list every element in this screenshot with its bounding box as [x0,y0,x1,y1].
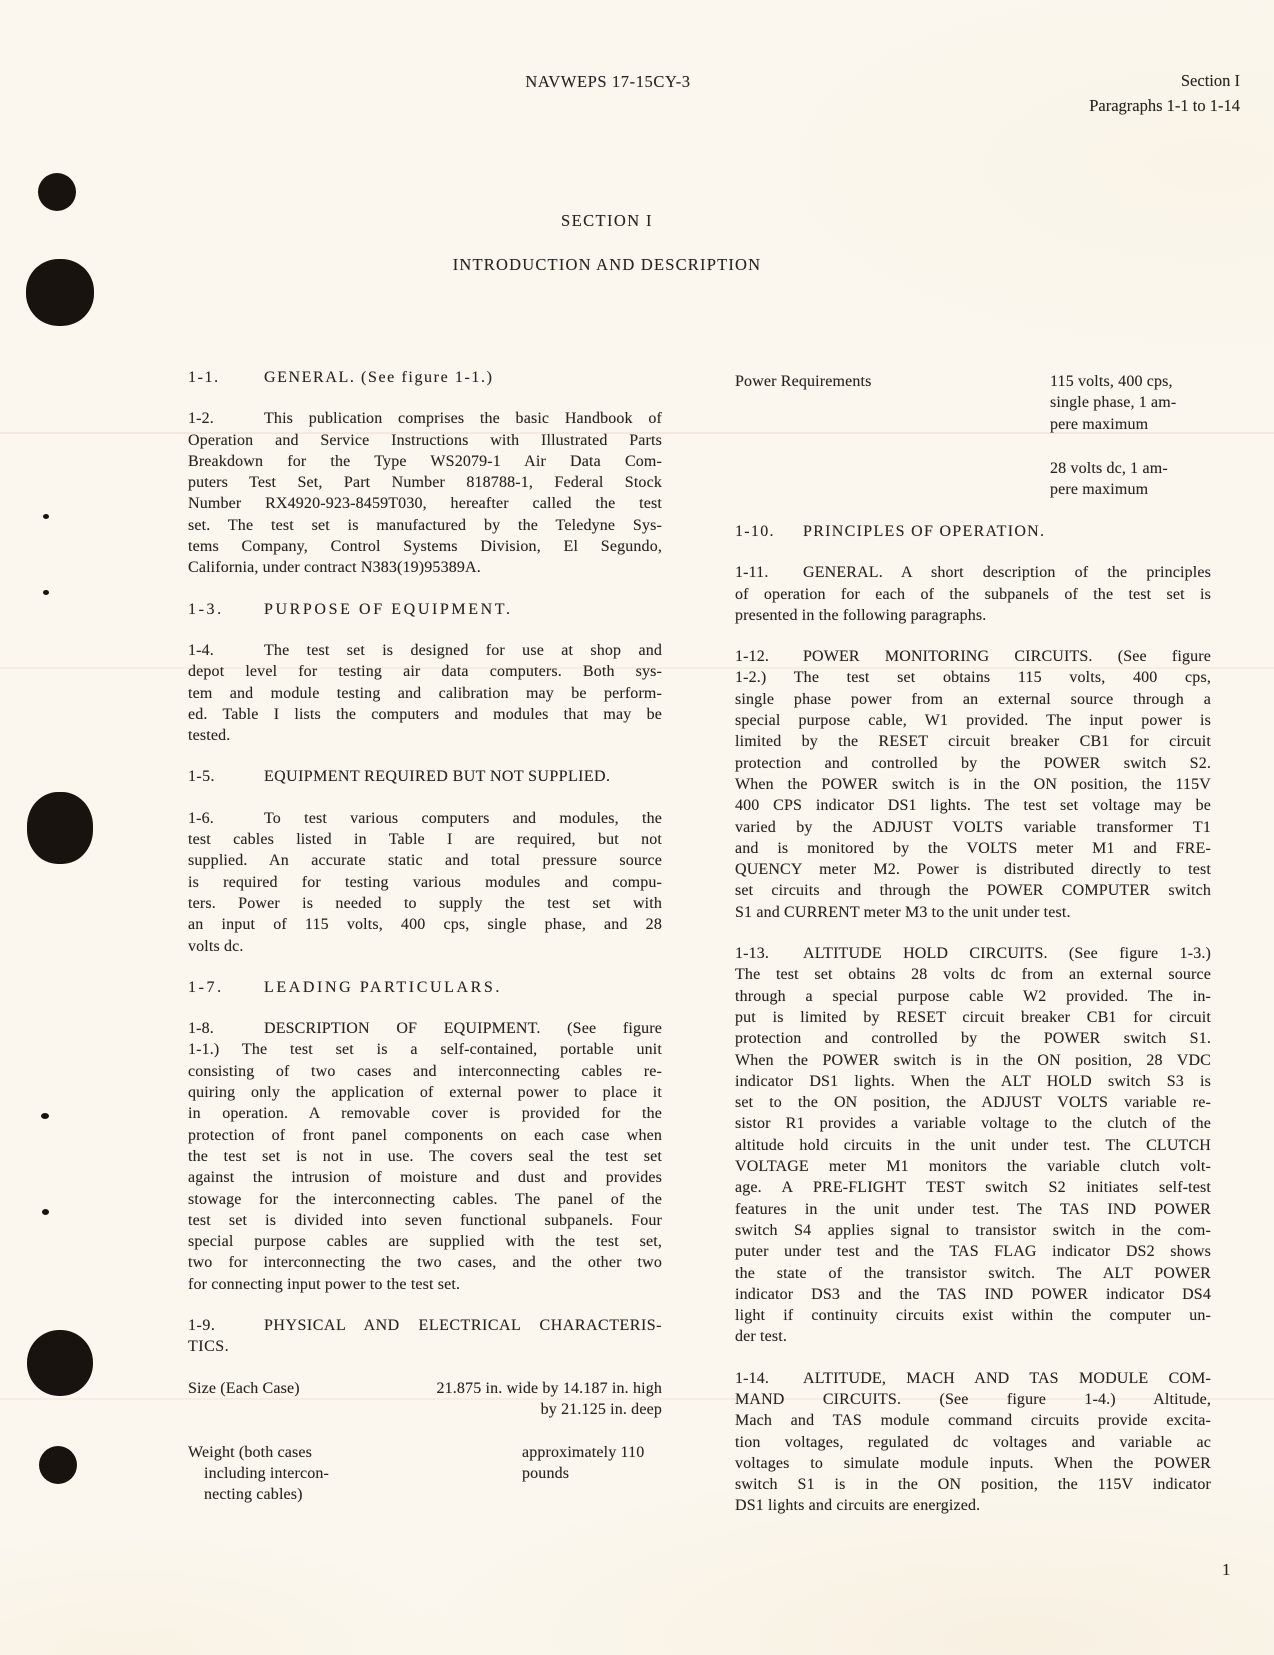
text-line: test cables listed in Table I are required, but not [188,831,662,849]
text-line: through a special purpose cable W2 provided. The in- [735,987,1211,1005]
text-line: VOLTAGE meter M1 monitors the variable clutch volt- [735,1158,1211,1176]
text-line: tems Company, Control Systems Division, El Segundo, [188,538,662,556]
spec-label-line: Weight (both cases [188,1443,313,1461]
paragraph-number: 1-14. [735,1369,770,1387]
para-1-4 [188,640,662,746]
text-line: depot level for testing air data computers. Both sys- [188,663,662,681]
doc-number: NAVWEPS 17-15CY-3 [525,72,691,91]
text-line: and is monitored by the VOLTS meter M1 and FRE- [735,839,1211,857]
ink-dot-mark [39,1446,77,1484]
text-line [188,408,662,429]
text-line: 1-1.) The test set is a self-contained, portable unit [188,1041,662,1059]
text-line-content: ALTITUDE, MACH AND TAS MODULE COM- [803,1369,1211,1387]
spec-value-line: single phase, 1 am- [1050,394,1177,412]
spec-value-line: by 21.125 in. deep [540,1400,662,1418]
text-line-content: This publication comprises the basic Handbook of [264,410,662,428]
text-line: voltages to simulate module inputs. When the POWER [735,1454,1211,1472]
paragraph-number: 1-4. [188,641,214,659]
right-column [735,371,1211,1517]
text-line: When the POWER switch is in the ON position, 28 VDC [735,1051,1211,1069]
text-line: against the intrusion of moisture and dust and provides [188,1169,662,1187]
text-line-content: The test set is designed for use at shop and [264,641,662,659]
text-line: two for interconnecting the two cases, and the other two [188,1254,662,1272]
para-1-12 [735,646,1211,923]
ink-dot-mark [27,1330,93,1396]
para-1-11 [735,562,1211,626]
para-1-2 [188,408,662,578]
para-1-8 [188,1018,662,1295]
text-line: of operation for each of the subpanels of the test set is [735,585,1211,603]
text-line: sistor R1 provides a variable voltage to the clutch of the [735,1115,1211,1133]
spec-value-line: approximately 110 [522,1443,645,1461]
text-line: TICS. [188,1338,230,1356]
spec-value-line [1050,435,1176,458]
text-line: 1-2.) The test set obtains 115 volts, 400 cps, [735,669,1211,687]
text-line: consisting of two cases and interconnecting cables re- [188,1062,662,1080]
text-line: S1 and CURRENT meter M3 to the unit under test. [735,903,1071,921]
text-line: put is limited by RESET circuit breaker CB1 for circuit [735,1008,1211,1026]
text-line: test set is divided into seven functional subpanels. Four [188,1211,662,1229]
text-line: puter under test and the TAS FLAG indicator DS2 shows [735,1243,1211,1261]
text-line-content: GENERAL. (See figure 1-1.) [264,369,494,386]
ink-speck-mark [41,1113,49,1119]
text-line: special purpose cables are supplied with the test set, [188,1233,662,1251]
ink-dot-mark [27,792,93,864]
text-line: protection and controlled by the POWER switch S2. [735,754,1211,772]
para-1-7 [188,977,662,998]
para-1-5 [188,766,662,787]
text-line: puters Test Set, Part Number 818788-1, Federal Stock [188,474,662,492]
text-line: set to the ON position, the ADJUST VOLTS variable re- [735,1094,1211,1112]
text-line-content: DESCRIPTION OF EQUIPMENT. (See figure [264,1020,662,1038]
page-number: 1 [1222,1560,1231,1579]
text-line: special purpose cable, W1 provided. The input power is [735,712,1211,730]
text-line: DS1 lights and circuits are energized. [735,1497,981,1515]
text-line: 400 CPS indicator DS1 lights. The test set voltage may be [735,797,1211,815]
spec-weight [188,1442,662,1506]
spec-size-value [188,1378,662,1421]
paragraph-number: 1-6. [188,809,214,827]
left-column [188,367,662,1505]
text-line: Breakdown for the Type WS2079-1 Air Data Com- [188,452,662,470]
text-line: stowage for the interconnecting cables. The panel of the [188,1190,662,1208]
text-line-content: EQUIPMENT REQUIRED BUT NOT SUPPLIED. [264,768,611,786]
text-line: der test. [735,1328,787,1346]
text-line: indicator DS1 lights. When the ALT HOLD switch S3 is [735,1072,1211,1090]
paragraph-number: 1-12. [735,648,770,666]
text-line-content: PRINCIPLES OF OPERATION. [803,523,1046,540]
spec-weight-value [522,1442,644,1485]
paragraph-number: 1-10. [735,523,775,540]
text-line: is required for testing various modules and compu- [188,873,662,891]
para-1-14 [735,1368,1211,1517]
text-line: altitude hold circuits in the unit under test. The CLUTCH [735,1136,1211,1154]
spec-label-line: necting cables) [204,1486,303,1504]
text-line [188,766,662,787]
text-line: protection and controlled by the POWER switch S1. [735,1030,1211,1048]
text-line-content: ALTITUDE HOLD CIRCUITS. (See figure 1-3.) [803,945,1211,963]
text-line [188,1315,662,1336]
text-line: tem and module testing and calibration may be perform- [188,684,662,702]
text-line [735,1368,1211,1389]
text-line: set. The test set is manufactured by the Teledyne Sys- [188,516,662,534]
text-line: protection of front panel components on each case when [188,1126,662,1144]
text-line: age. A PRE-FLIGHT TEST switch S2 initiates self-test [735,1179,1211,1197]
text-line [188,808,662,829]
para-1-3 [188,599,662,620]
text-line: quiring only the application of external power to place it [188,1084,662,1102]
header-section-label: Section I [1180,71,1240,90]
section-subtitle: INTRODUCTION AND DESCRIPTION [452,255,762,274]
text-line [188,1018,662,1039]
text-line [735,943,1211,964]
text-line: in operation. A removable cover is provided for the [188,1105,662,1123]
spec-value-line: 115 volts, 400 cps, [1050,373,1173,390]
paragraph-number: 1-11. [735,564,769,582]
text-line: Number RX4920-923-8459T030, hereafter called the test [188,495,662,513]
text-line: limited by the RESET circuit breaker CB1 for circuit [735,733,1211,751]
text-line-content: PURPOSE OF EQUIPMENT. [264,600,513,618]
text-line: varied by the ADJUST VOLTS variable transformer T1 [735,818,1211,836]
text-line [735,562,1211,583]
text-line: presented in the following paragraphs. [735,606,987,624]
text-line-content: GENERAL. A short description of the principles [803,564,1211,582]
text-line [188,977,662,998]
spec-value-line: pounds [522,1464,570,1482]
paragraph-number: 1-5. [188,768,215,786]
text-line: volts dc. [188,937,244,955]
text-line: ed. Table I lists the computers and modules that may be [188,705,662,723]
ink-speck-mark [43,590,49,595]
text-line: ters. Power is needed to supply the test set with [188,894,662,912]
paragraph-number: 1-2. [188,410,214,428]
text-line: single phase power from an external source through a [735,690,1211,708]
text-line-content: POWER MONITORING CIRCUITS. (See figure [803,648,1211,666]
text-line [188,640,662,661]
paragraph-number: 1-1. [188,369,220,386]
text-line: features in the unit under test. The TAS IND POWER [735,1200,1211,1218]
text-line [735,521,1211,542]
ink-speck-mark [43,514,49,519]
header-right [1089,68,1240,118]
para-1-1 [188,367,662,388]
para-1-9 [188,1315,662,1358]
spec-value-line: 28 volts dc, 1 am- [1050,459,1168,477]
paragraph-number: 1-9. [188,1316,216,1334]
paragraph-number: 1-13. [735,945,770,963]
ink-dot-mark [38,173,76,211]
text-line: MAND CIRCUITS. (See figure 1-4.) Altitude, [735,1390,1211,1408]
spec-value-line: pere maximum [1050,481,1149,499]
text-line: set circuits and through the POWER COMPUTER switch [735,882,1211,900]
section-title: SECTION I [561,211,653,230]
text-line [735,646,1211,667]
text-line: supplied. An accurate static and total pressure source [188,852,662,870]
text-line: switch S1 is in the ON position, the 115V indicator [735,1476,1211,1494]
text-line: the test set is not in use. The covers seal the test set [188,1147,662,1165]
paragraph-number: 1-3. [188,600,224,618]
text-line: California, under contract N383(19)95389A. [188,559,481,577]
text-line: tion voltages, regulated dc voltages and variable ac [735,1433,1211,1451]
text-line-content: LEADING PARTICULARS. [264,978,503,996]
spec-power-requirements-value [1050,371,1176,500]
header-paragraphs-range: Paragraphs 1-1 to 1-14 [1089,96,1240,115]
text-line [188,599,662,620]
spec-power-requirements [735,371,1211,501]
text-line: switch S4 applies signal to transistor switch in the com- [735,1221,1211,1239]
para-1-6 [188,808,662,957]
spec-label-line: Size (Each Case) [188,1379,300,1397]
text-line: an input of 115 volts, 400 cps, single phase, and 28 [188,916,662,934]
text-line: QUENCY meter M2. Power is distributed directly to test [735,861,1211,879]
ink-dot-mark [26,259,94,326]
spec-label-line: including intercon- [204,1464,330,1482]
text-line [188,367,662,388]
spec-size [188,1378,662,1422]
paragraph-number: 1-8. [188,1020,214,1038]
spec-value-line: pere maximum [1050,415,1149,433]
text-line: indicator DS3 and the TAS IND POWER indicator DS4 [735,1285,1211,1303]
ink-speck-mark [42,1209,49,1215]
text-line: the state of the transistor switch. The ALT POWER [735,1264,1211,1282]
text-line: light if continuity circuits exist within the computer un- [735,1307,1211,1325]
text-line-content: PHYSICAL AND ELECTRICAL CHARACTERIS- [264,1316,662,1334]
spec-value-line: 21.875 in. wide by 14.187 in. high [436,1379,662,1397]
text-line-content: To test various computers and modules, the [264,809,662,827]
para-1-10 [735,521,1211,542]
text-line: tested. [188,727,231,745]
text-line: Mach and TAS module command circuits provide excita- [735,1412,1211,1430]
text-line: When the POWER switch is in the ON position, the 115V [735,775,1211,793]
text-line: Operation and Service Instructions with Illustrated Parts [188,431,662,449]
para-1-13 [735,943,1211,1348]
paragraph-number: 1-7. [188,978,224,996]
text-line: for connecting input power to the test set. [188,1275,461,1293]
text-line: The test set obtains 28 volts dc from an external source [735,966,1211,984]
spec-label-line: Power Requirements [735,373,872,390]
